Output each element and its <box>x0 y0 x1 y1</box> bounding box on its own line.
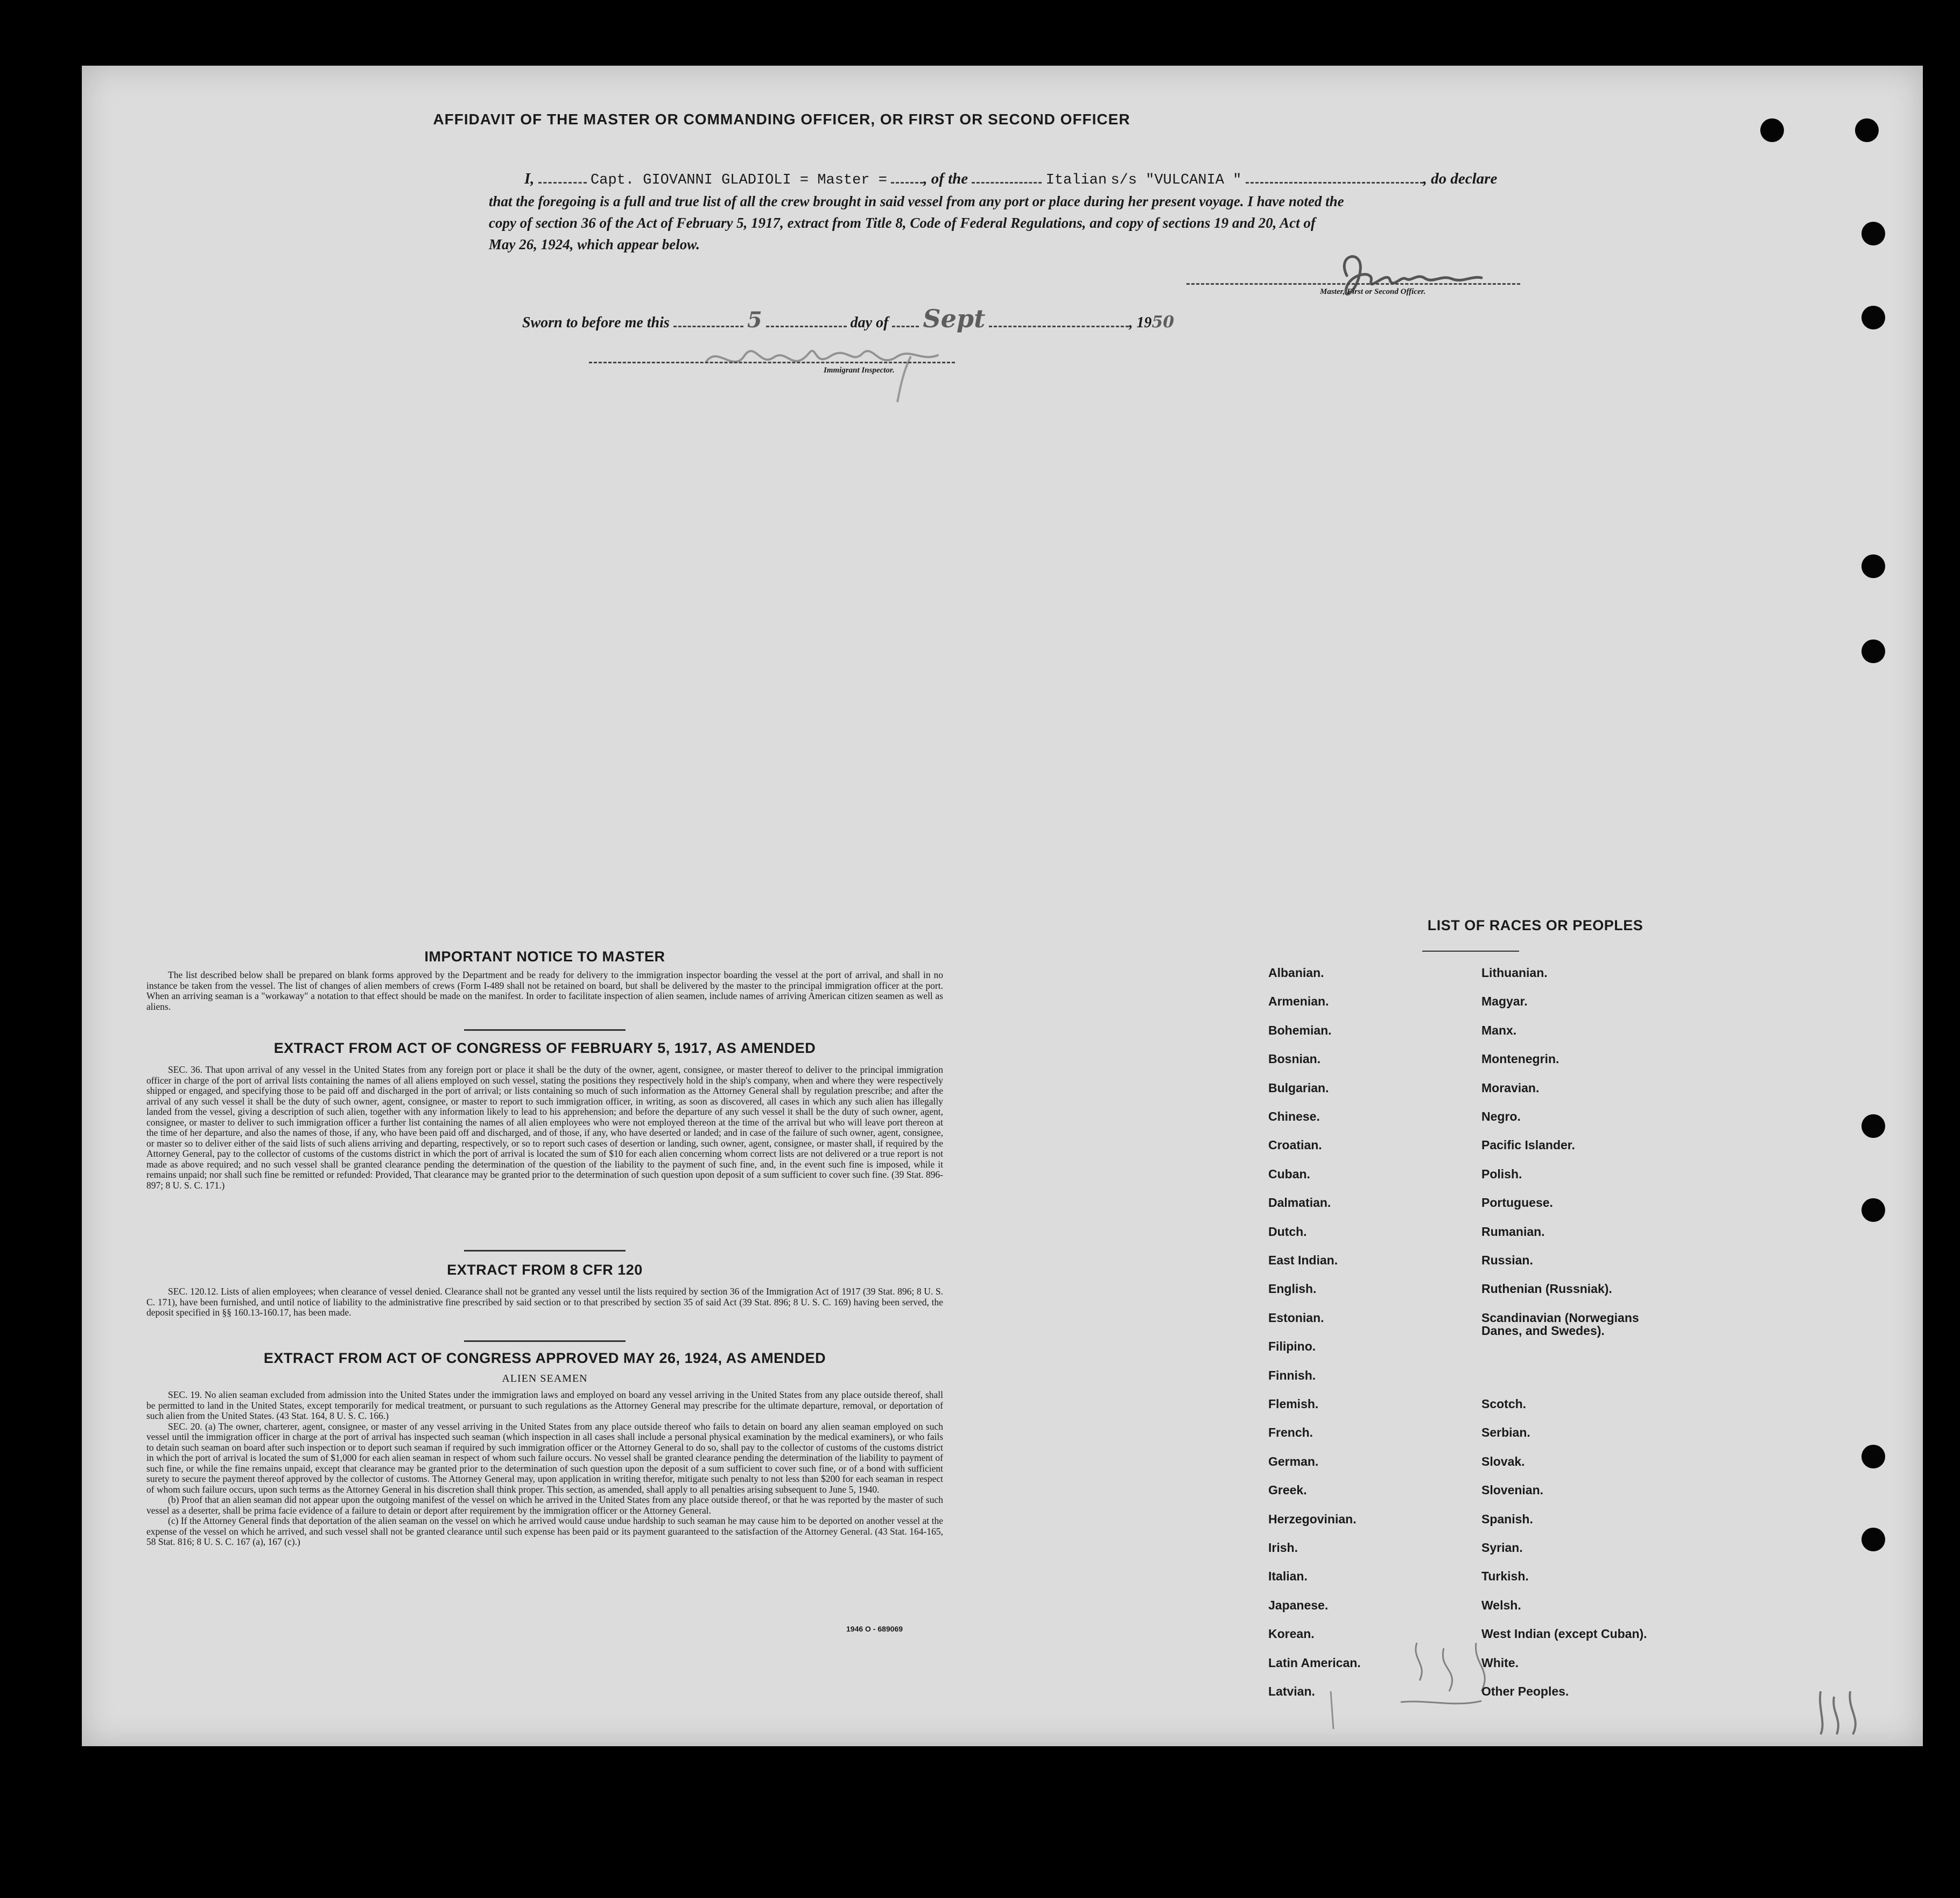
affidavit-declaration-line <box>524 168 1497 191</box>
sec20a-text: SEC. 20. (a) The owner, charterer, agent, consignee, or master of any vessel arriving in the United States from any place outside thereof who fails to detain on board any alien seaman employed on such vessel until the immigration officer in charge at the port of arrival has inspected such seaman (which inspection in all cases shall include a personal physical examination by the medical examiners), or who fails to detain such seaman on board after such inspection or to deport such seaman if required by such immigration officer or the Attorney General to do so, shall pay to the collector of customs of the customs district in which the port of arrival is located the sum of $1,000 for each alien seaman in respect of whom such failure occurs. No vessel shall be granted clearance pending the determination of the liability to payment of such fine, or while the fine remains unpaid, except that clearance may be granted prior to the determination of such question upon the deposit of a sum sufficient to cover such fine, or of a bond with sufficient surety to secure the payment thereof approved by the collector of customs. The Attorney General may, upon application in writing therefor, mitigate such penalty to not less than $200 for each seaman in respect of whom such failure occurs, upon such terms as the Attorney General in his discretion shall think proper. This section, as amended, shall apply to all penalties arising subsequent to June 5, 1940. <box>146 1421 943 1495</box>
inspector-signature <box>685 324 986 405</box>
extract-1917-text: SEC. 36. That upon arrival of any vessel in the United States from any foreign port or place it shall be the duty of the owner, agent, consignee, or master thereof to deliver to the principal immigration officer in charge of the port of arrival lists containing the names of all aliens employed on such vessel, stating the positions they respectively hold in the ship's company, when and where they were respectively shipped or engaged, and specifying those to be paid off and discharged in the port of arrival; or lists containing so much of such information as the Attorney General shall by regulation prescribe; and after the arrival of any such vessel it shall be the duty of such owner, agent, consignee, or master to report to such immigration officer, in writing, as soon as discovered, all cases in which any such alien has illegally landed from the vessel, giving a description of such alien, together with any information likely to lead to his apprehension; and before the departure of any such vessel it shall be the duty of such owner, agent, consignee, or master to deliver to such immigration officer a further list containing the names of all alien employees who were not employed thereon at the time of the arrival but who will leave port thereon at the time of her departure, and also the names of those, if any, who have been paid off and discharged, and of those, if any, who have deserted or landed; and in case of the failure of such owner, agent, consignee, or master so to deliver either of the said lists of such aliens arriving and departing, respectively, or so to report such cases of desertion or landing, such owner, agent, consignee, or master shall, if required by the Attorney General, pay to the collector of customs of the customs district in which the port of arrival is located the sum of $10 for each alien concerning whom correct lists are not delivered or a true report is not made as above required; and no such vessel shall be granted clearance pending the determination of the question of the liability to the payment of such fine, and, in the event such fine is imposed, while it remains unpaid; nor shall such fine be remitted or refunded: Provided, That clearance may be granted prior to the determination of such question upon deposit of a sum sufficient to cover such fine. (39 Stat. 896-897; 8 U. S. C. 171.) <box>146 1064 943 1191</box>
affidavit-body-line: that the foregoing is a full and true list of all the crew brought in said vessel from any port or place during her present voyage. I have noted the <box>489 193 1344 209</box>
punch-hole <box>1855 118 1879 142</box>
race-entry: Other Peoples. <box>1481 1684 1569 1698</box>
of-the-label: , of the <box>923 170 968 187</box>
races-title: LIST OF RACES OR PEOPLES <box>1427 917 1643 933</box>
extract-cfr-title: EXTRACT FROM 8 CFR 120 <box>447 1262 643 1278</box>
notice-text: The list described below shall be prepared on blank forms approved by the Department and be ready for delivery to the immigration inspector boarding the vessel at the port of arrival, and shall in no instance be taken from the vessel. The list of changes of alien members of crews (Form I-489 shall not be retained on board, but shall be delivered by the master to the principal immigration officer at the port. When an arriving seaman is a "workaway" a notation to that effect should be made on the manifest. In order to facilitate inspection of alien seamen, include names of arriving American citizen seamen as well as aliens. <box>146 969 943 1012</box>
race-entry: Cuban. <box>1268 1166 1310 1181</box>
race-entry: Japanese. <box>1268 1598 1329 1612</box>
race-entry: Welsh. <box>1481 1598 1521 1612</box>
race-entry: White. <box>1481 1655 1519 1670</box>
race-entry: Flemish. <box>1268 1397 1319 1411</box>
race-entry: Croatian. <box>1268 1138 1322 1152</box>
race-entry: Dalmatian. <box>1268 1196 1331 1210</box>
i-label: I, <box>524 170 535 187</box>
nationality-value: Italian <box>1045 172 1107 188</box>
blank-line <box>989 313 1129 327</box>
blank-line <box>891 169 923 184</box>
punch-hole <box>1861 306 1885 329</box>
race-entry: Scotch. <box>1481 1397 1527 1411</box>
extract-1917-title: EXTRACT FROM ACT OF CONGRESS OF FEBRUARY 5, 1917, AS AMENDED <box>273 1040 816 1056</box>
divider <box>1422 951 1519 952</box>
signature-line <box>1186 283 1520 285</box>
race-entry: Dutch. <box>1268 1224 1307 1239</box>
sec20c-text: (c) If the Attorney General finds that deportation of the alien seaman on the vessel on which he arrived would cause undue hardship to such seaman he may cause him to be deported on another vessel at the expense of the vessel on which he arrived, and such vessel shall not be granted clearance until such expense has been paid or its payment guaranteed to the satisfaction of the Attorney General. (43 Stat. 164-165, 58 Stat. 816; 8 U. S. C. 167 (a), 167 (c).) <box>146 1515 943 1547</box>
master-name: Capt. GIOVANNI GLADIOLI = Master = <box>591 172 887 188</box>
blank-line <box>972 169 1042 184</box>
race-entry: Moravian. <box>1481 1080 1540 1095</box>
punch-hole <box>1861 1528 1885 1551</box>
vessel-name: s/s "VULCANIA " <box>1111 172 1242 188</box>
sworn-year: 50 <box>1151 313 1175 332</box>
race-entry: Slovak. <box>1481 1454 1525 1468</box>
race-entry: Armenian. <box>1268 994 1329 1009</box>
print-code: 1946 O - 689069 <box>846 1625 903 1633</box>
race-entry: Lithuanian. <box>1481 966 1548 980</box>
race-entry: Latin American. <box>1268 1655 1361 1670</box>
race-entry: German. <box>1268 1454 1319 1468</box>
extract-1924-title: EXTRACT FROM ACT OF CONGRESS APPROVED MAY 26, 1924, AS AMENDED <box>263 1350 826 1366</box>
race-entry: Turkish. <box>1481 1569 1529 1584</box>
inspector-signature-line <box>589 362 955 363</box>
sworn-label: Sworn to before me this <box>522 314 670 331</box>
extract-1924-subtitle: ALIEN SEAMEN <box>502 1373 588 1384</box>
document-page <box>82 66 1923 1746</box>
punch-hole <box>1760 118 1784 142</box>
race-entry: Montenegrin. <box>1481 1052 1559 1066</box>
handwritten-mark <box>1810 1681 1874 1740</box>
sworn-day: 5 <box>747 307 762 333</box>
race-entry: Latvian. <box>1268 1684 1315 1698</box>
race-entry: Estonian. <box>1268 1310 1324 1325</box>
race-entry: Polish. <box>1481 1166 1522 1181</box>
race-entry: Italian. <box>1268 1569 1308 1584</box>
affidavit-title: AFFIDAVIT OF THE MASTER OR COMMANDING OFFICER, OR FIRST OR SECOND OFFICER <box>433 111 1130 128</box>
punch-hole <box>1861 554 1885 578</box>
race-entry: English. <box>1268 1282 1317 1296</box>
race-entry: Greek. <box>1268 1483 1307 1498</box>
punch-hole <box>1861 1114 1885 1138</box>
race-entry: Russian. <box>1481 1253 1533 1267</box>
race-entry: Magyar. <box>1481 994 1528 1009</box>
race-entry: Spanish. <box>1481 1512 1533 1526</box>
race-entry: Scandinavian (Norwegians <box>1481 1310 1639 1325</box>
sec20b-text: (b) Proof that an alien seaman did not appear upon the outgoing manifest of the vessel on which he arrived in the United States from any place outside thereof, or that he was reported by the master of such vessel as a deserter, shall be prima facie evidence of a failure to detain or deport after requirement by the immigration officer or the Attorney General. <box>146 1494 943 1516</box>
year-prefix: , 19 <box>1129 314 1152 331</box>
race-entry: Albanian. <box>1268 966 1324 980</box>
race-entry: Korean. <box>1268 1627 1315 1641</box>
race-entry: Irish. <box>1268 1541 1298 1555</box>
race-entry: East Indian. <box>1268 1253 1338 1267</box>
race-entry: Danes, and Swedes). <box>1481 1323 1605 1338</box>
sec19-text: SEC. 19. No alien seaman excluded from admission into the United States under the immigration laws and employed on board any vessel arriving in the United States from any place outside thereof, shall be permitted to land in the United States, except temporarily for medical treatment, or pursuant to such regulations as the Attorney General may prescribe for the ultimate departure, removal, or deportation of such alien from the United States. (43 Stat. 164, 8 U. S. C. 166.) <box>146 1389 943 1421</box>
extract-1924-body <box>146 1390 943 1548</box>
race-entry: Slovenian. <box>1481 1483 1544 1498</box>
blank-line <box>1246 169 1423 184</box>
race-entry: Manx. <box>1481 1023 1517 1037</box>
race-entry: Chinese. <box>1268 1109 1320 1123</box>
race-entry: Finnish. <box>1268 1368 1316 1382</box>
notice-title: IMPORTANT NOTICE TO MASTER <box>424 948 665 965</box>
divider <box>464 1340 626 1342</box>
race-entry: Portuguese. <box>1481 1196 1553 1210</box>
race-entry: Ruthenian (Russniak). <box>1481 1282 1612 1296</box>
race-entry: Negro. <box>1481 1109 1521 1123</box>
declare-label: , do declare <box>1423 170 1498 187</box>
signature-caption: Master, First or Second Officer. <box>1320 287 1426 296</box>
sworn-month: Sept <box>923 304 986 333</box>
race-entry: Bulgarian. <box>1268 1080 1329 1095</box>
divider <box>464 1250 626 1252</box>
race-entry: Syrian. <box>1481 1541 1523 1555</box>
affidavit-body-line: copy of section 36 of the Act of February 5, 1917, extract from Title 8, Code of Federal Regulations, and copy of sections 19 and 20, Act of <box>489 215 1316 231</box>
race-entry: Pacific Islander. <box>1481 1138 1575 1152</box>
extract-cfr-text: SEC. 120.12. Lists of alien employees; when clearance of vessel denied. Clearance shall not be granted any vessel until the lists required by section 36 of the Immigration Act of 1917 (39 Stat. 896; 8 U. S. C. 171), have been furnished, and until notice of liability to the administrative fine prescribed by said section or to that prescribed by section 35 of said Act (39 Stat. 896; 8 U. S. C. 169) having been served, the deposit specified in §§ 160.13-160.17, has been made. <box>146 1286 943 1318</box>
punch-hole <box>1861 1198 1885 1222</box>
master-signature <box>1239 243 1562 308</box>
divider <box>464 1029 626 1031</box>
day-of-label: day of <box>850 314 889 331</box>
punch-hole <box>1861 222 1885 245</box>
race-entry: Filipino. <box>1268 1339 1316 1354</box>
race-entry: French. <box>1268 1425 1313 1440</box>
race-entry: West Indian (except Cuban). <box>1481 1627 1647 1641</box>
race-entry: Bohemian. <box>1268 1023 1332 1037</box>
race-entry: Rumanian. <box>1481 1224 1545 1239</box>
punch-hole <box>1861 639 1885 663</box>
affidavit-body-line: May 26, 1924, which appear below. <box>489 236 700 252</box>
race-entry: Bosnian. <box>1268 1052 1321 1066</box>
race-entry: Serbian. <box>1481 1425 1530 1440</box>
punch-hole <box>1861 1445 1885 1468</box>
inspector-caption: Immigrant Inspector. <box>824 366 895 375</box>
blank-line <box>538 169 587 184</box>
race-entry: Herzegovinian. <box>1268 1512 1357 1526</box>
